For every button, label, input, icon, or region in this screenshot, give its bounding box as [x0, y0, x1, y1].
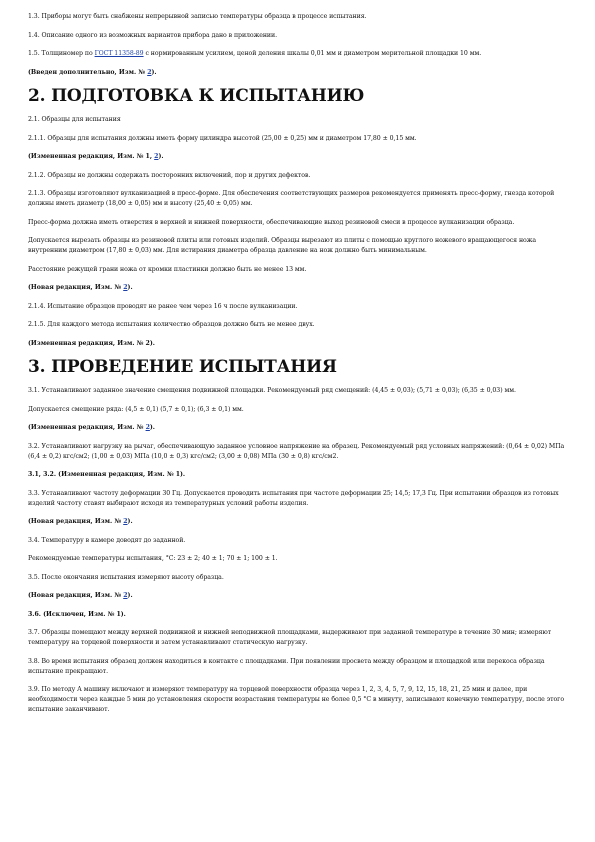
paragraph: 3.5. После окончания испытания измеряют высоту образца.: [28, 573, 224, 581]
amendment-note: [28, 517, 568, 527]
section-heading: 3. ПРОВЕДЕНИЕ ИСПЫТАНИЯ: [28, 357, 337, 377]
paragraph: 2.1.5. Для каждого метода испытания количество образцов должно быть не менее двух.: [28, 321, 315, 328]
text-segment: (Новая редакция, Изм. №: [28, 284, 124, 291]
text-segment: 3.6. (Исключен, Изм. № 1).: [28, 610, 126, 618]
paragraph: 2.1.1. Образцы для испытания должны иметь форму цилиндра высотой (25,00 ± 0,25) мм и диаметром 17,80 ± 0,15 мм.: [28, 134, 417, 142]
paragraph: 3.9. По методу А машину включают и измеряют температуру на торцевой поверхности образца через 1, 2, 3, 4, 5, 7, 9, 12, 15, 18, 21, 25 мин и далее, при необходимости через каждые 5 мин до установления скорости возрастания температуры не более 0,5 °С в минуту, записывают конечную температуру, после этого испытание заканчивают.: [28, 686, 565, 713]
amendment-note: [28, 339, 568, 349]
amendment-note: [28, 423, 568, 433]
paragraph: 3.8. Во время испытания образец должен находиться в контакте с площадками. При появлении просвета между образцом и площадкой или перекоса образца испытание прекращают.: [28, 657, 545, 675]
paragraph: 3.3. Устанавливают частоту деформации 30 Гц. Допускается проводить испытания при частоте деформации 25; 14,5; 17,3 Гц. При испытании образцов из готовых изделий частоту ставят выбирают исходя из температурных условий работы изделия.: [28, 489, 559, 507]
paragraph: Допускается смещение ряда: (4,5 ± 0,1) (5,7 ± 0,1); (6,3 ± 0,1) мм.: [28, 405, 244, 413]
paragraph: 3.4. Температуру в камере доводят до заданной.: [28, 536, 186, 544]
amendment-link[interactable]: 2: [123, 284, 128, 291]
text-segment: ).: [127, 284, 133, 291]
text-segment: ).: [127, 592, 133, 599]
text-segment: ).: [127, 518, 133, 525]
document-body: [28, 12, 568, 724]
amendment-note: [28, 283, 568, 293]
amendment-note: [28, 68, 568, 78]
text-segment: 3.1, 3.2. (Измененная редакция, Изм. № 1).: [28, 471, 186, 478]
paragraph: 1.4. Описание одного из возможных вариантов прибора дано в приложении.: [28, 31, 277, 39]
amendment-note: [28, 610, 568, 620]
paragraph: 1.3. Приборы могут быть снабжены непрерывной записью температуры образца в процессе испытания.: [28, 13, 367, 20]
paragraph: 2.1. Образцы для испытания: [28, 116, 121, 123]
standard-link[interactable]: ГОСТ 11358-89: [94, 50, 144, 57]
text-segment: (Новая редакция, Изм. №: [28, 592, 124, 599]
text-segment: ).: [151, 68, 157, 76]
paragraph: 3.7. Образцы помещают между верхней подвижной и нижней неподвижной площадками, выдерживают при заданной температуре в течение 30 мин; измеряют температуру на торцевой поверхности и затем устанавливают статическую нагрузку.: [28, 629, 552, 646]
section-heading: 2. ПОДГОТОВКА К ИСПЫТАНИЮ: [28, 86, 365, 106]
paragraph: [28, 49, 568, 59]
text-segment: (Измененная редакция, Изм. № 1,: [28, 153, 155, 160]
amendment-link[interactable]: 2: [123, 592, 128, 599]
paragraph: 2.1.4. Испытание образцов проводят не ранее чем через 16 ч после вулканизации.: [28, 302, 298, 310]
paragraph: Допускается вырезать образцы из резиновой плиты или готовых изделий. Образцы вырезают из плиты с помощью круглого ножевого вращающегося ножа внутренним диаметром (17,80 ± 0,03) мм. Для истирания диаметра образца давление на нож должно быть минимальным.: [28, 237, 536, 254]
amendment-note: [28, 470, 568, 480]
text-segment: (Измененная редакция, Изм. №: [28, 424, 146, 431]
amendment-link[interactable]: 2: [154, 153, 159, 160]
text-segment: ).: [149, 424, 155, 431]
text-segment: (Измененная редакция, Изм. № 2).: [28, 339, 155, 347]
text-segment: с нормированным усилием, ценой деления шкалы 0,01 мм и диаметром мерительной площадки 10 мм.: [143, 50, 482, 57]
amendment-link[interactable]: 2: [123, 518, 128, 525]
paragraph: 2.1.2. Образцы не должны содержать посторонних включений, пор и других дефектов.: [28, 171, 311, 179]
text-segment: 1.5. Толщиномер по: [28, 50, 95, 57]
paragraph: Расстояние режущей грани ножа от кромки пластинки должно быть не менее 13 мм.: [28, 265, 307, 273]
text-segment: (Новая редакция, Изм. №: [28, 518, 124, 525]
text-segment: ).: [158, 153, 164, 160]
paragraph: 3.2. Устанавливают нагрузку на рычаг, обеспечивающую заданное условное напряжение на образец. Рекомендуемый ряд условных напряжений: (0,64 ± 0,02) МПа (6,4 ± 0,2) кгс/см2; (1,00 ± 0,03) МПа (10,0 ± 0,3) кгс/см2; (3,00 ± 0,08) МПа (30 ± 0,8) кгс/см2.: [28, 442, 565, 460]
amendment-link[interactable]: 2: [147, 68, 152, 76]
paragraph: 2.1.3. Образцы изготовляют вулканизацией в пресс-форме. Для обеспечения соответствующих размеров рекомендуется применять пресс-форму, гнезда которой должны иметь диаметр (18,00 ± 0,05) мм и высоту (25,40 ± 0,05) мм.: [28, 190, 555, 207]
text-segment: (Введен дополнительно, Изм. №: [28, 68, 148, 76]
amendment-note: [28, 152, 568, 162]
paragraph: Пресс-форма должна иметь отверстия в верхней и нижней поверхности, обеспечивающие выход резиновой смеси в процессе вулканизации образца.: [28, 218, 515, 226]
paragraph: Рекомендуемые температуры испытания, °С: 23 ± 2; 40 ± 1; 70 ± 1; 100 ± 1.: [28, 555, 278, 562]
paragraph: 3.1. Устанавливают заданное значение смещения подвижной площадки. Рекомендуемый ряд смещений: (4,45 ± 0,03); (5,71 ± 0,03); (6,35 ± 0,03) мм.: [28, 387, 516, 394]
amendment-note: [28, 591, 568, 601]
amendment-link[interactable]: 2: [145, 424, 150, 431]
